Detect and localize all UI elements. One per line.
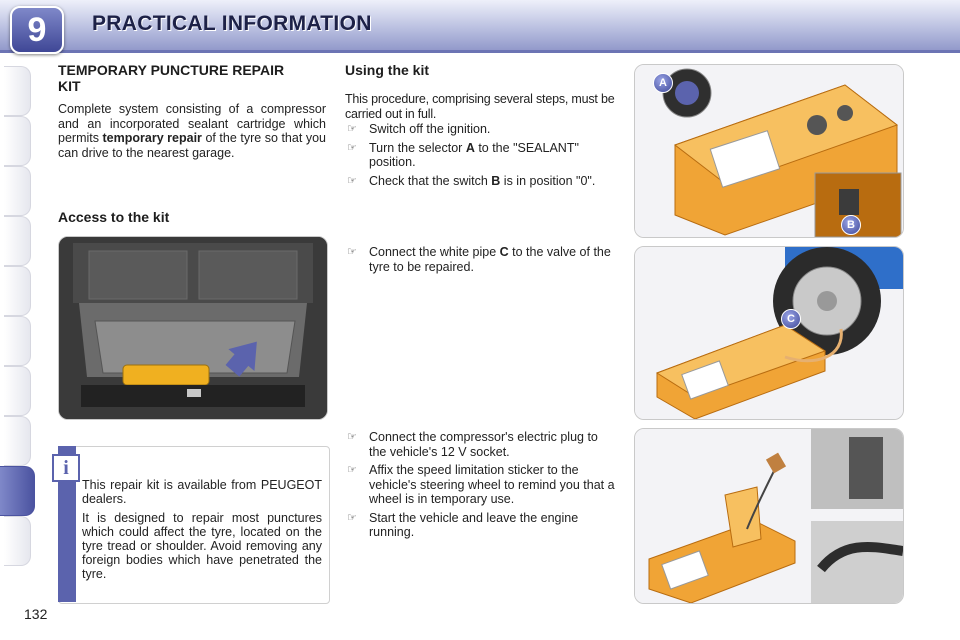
chapter-tab-1[interactable]	[4, 66, 31, 116]
chapter-tab-10[interactable]	[4, 516, 31, 566]
using-kit-intro: This procedure, comprising several steps, must be carried out in full.	[345, 92, 615, 121]
boot-illustration	[59, 237, 327, 419]
power-connection-illustration	[634, 428, 904, 604]
compressor-selector-illustration	[634, 64, 904, 238]
chapter-tabs	[0, 66, 30, 576]
boot-photo	[58, 236, 328, 420]
hand-pointer-icon: ☞	[347, 511, 357, 524]
list-item: ☞ Turn the selector A to the "SEALANT" position.	[347, 140, 579, 169]
section-heading-using-kit: Using the kit	[345, 62, 430, 78]
pipe-connection-illustration	[634, 246, 904, 420]
info-icon: i	[52, 454, 80, 482]
section-heading-access: Access to the kit	[58, 209, 170, 225]
intro-bold-text: temporary repair	[102, 131, 202, 145]
chapter-tab-9[interactable]	[0, 466, 35, 516]
hand-pointer-icon: ☞	[347, 141, 357, 154]
hand-pointer-icon: ☞	[347, 174, 357, 187]
page-number: 132	[24, 606, 48, 622]
intro-text-end: of the tyre so that you can drive to the nearest garage.	[58, 131, 326, 160]
steps-group-3	[345, 430, 615, 544]
info-paragraph-2: It is designed to repair most punctures which could affect the tyre, located on the tyre tread or shoulder. Avoid removing any foreign bodies which have penetrated the tyre.	[82, 511, 322, 581]
section-heading-repair-kit: TEMPORARY PUNCTURE REPAIR KIT	[58, 62, 285, 94]
header-divider	[0, 50, 960, 53]
page-title: PRACTICAL INFORMATION	[92, 12, 372, 35]
info-box-text	[82, 478, 322, 586]
info-paragraph-1: This repair kit is available from PEUGEOT dealers.	[82, 478, 322, 506]
chapter-tab-7[interactable]	[4, 366, 31, 416]
chapter-badge: 9	[10, 6, 64, 54]
steps-group-2	[345, 245, 615, 278]
chapter-tab-6[interactable]	[4, 316, 31, 366]
list-item: ☞ Check that the switch B is in position "0".	[347, 173, 596, 188]
steps-group-1	[345, 122, 615, 192]
hand-pointer-icon: ☞	[347, 431, 357, 443]
label-b: B	[841, 215, 861, 235]
list-item: ☞ Affix the speed limitation sticker to the vehicle's steering wheel to remind you that a wheel is in temporary use.	[347, 463, 615, 506]
list-item: ☞ Start the vehicle and leave the engine running.	[347, 510, 579, 539]
repair-kit-intro	[58, 102, 326, 160]
hand-pointer-icon: ☞	[347, 246, 357, 258]
chapter-tab-8[interactable]	[4, 416, 31, 466]
chapter-tab-2[interactable]	[4, 116, 31, 166]
chapter-tab-5[interactable]	[4, 266, 31, 316]
hand-pointer-icon: ☞	[347, 464, 357, 476]
hand-pointer-icon: ☞	[347, 123, 357, 135]
list-item: ☞ Switch off the ignition.	[347, 122, 491, 136]
label-a: A	[653, 73, 673, 93]
list-item: ☞ Connect the compressor's electric plug to the vehicle's 12 V socket.	[347, 430, 598, 459]
list-item: ☞ Connect the white pipe C to the valve of the tyre to be repaired.	[347, 245, 611, 274]
chapter-tab-3[interactable]	[4, 166, 31, 216]
intro-text: Complete system consisting of a compressor and an incorporated sealant cartridge which permits	[58, 102, 326, 145]
label-c: C	[781, 309, 801, 329]
chapter-tab-4[interactable]	[4, 216, 31, 266]
